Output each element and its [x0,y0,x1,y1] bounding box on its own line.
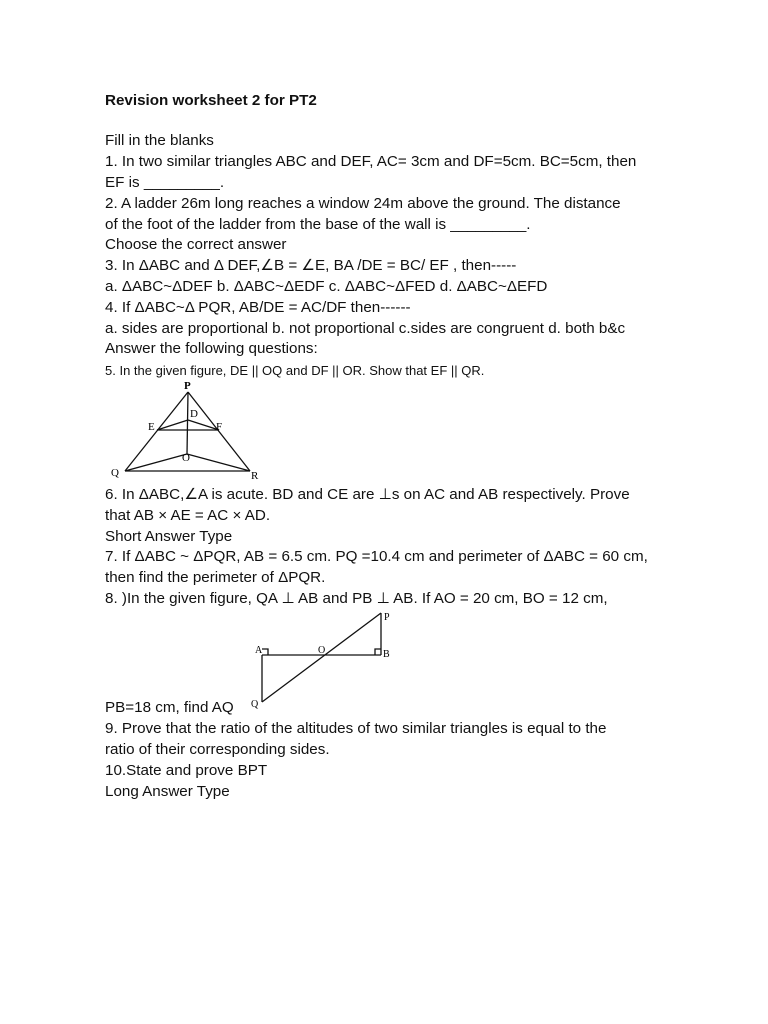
q7-line1: 7. If ΔABC ~ ΔPQR, AB = 6.5 cm. PQ =10.4 cm and perimeter of ΔABC = 60 cm, [105,548,648,565]
section-short-answer: Short Answer Type [105,528,233,545]
q2-line1: 2. A ladder 26m long reaches a window 24m above the ground. The distance [105,195,621,212]
q4-options: a. sides are proportional b. not proportional c.sides are congruent d. both b&c [105,320,626,337]
label-q: Q [111,467,119,479]
label-p: P [184,380,191,392]
q10-text: 10.State and prove BPT [105,762,268,779]
q4-line1: 4. If ΔABC~Δ PQR, AB/DE = AC/DF then------ [105,299,411,316]
q8-line1: 8. )In the given figure, QA ⊥ AB and PB ⊥ AB. If AO = 20 cm, BO = 12 cm, [105,590,608,607]
figure-triangle-pqr [105,378,275,483]
q6-line1: 6. In ΔABC,∠A is acute. BD and CE are ⊥s on AC and AB respectively. Prove [105,486,630,503]
worksheet-title: Revision worksheet 2 for PT2 [105,92,317,109]
section-answer-questions: Answer the following questions: [105,340,318,357]
label-r: R [251,470,259,482]
section-long-answer: Long Answer Type [105,783,230,800]
section-choose-answer: Choose the correct answer [105,236,287,253]
q9-line1: 9. Prove that the ratio of the altitudes of two similar triangles is equal to the [105,720,607,737]
label-e: E [148,421,155,433]
q8-line2: PB=18 cm, find AQ [105,699,234,716]
q9-line2: ratio of their corresponding sides. [105,741,330,758]
q1-line2: EF is _________. [105,174,225,191]
label-b: B [383,649,390,660]
figure-parallel-perpendiculars [245,608,405,713]
label-d: D [190,408,198,420]
label-p: P [384,612,390,623]
label-o: O [318,645,326,656]
q3-line1: 3. In ΔABC and Δ DEF,∠B = ∠E, BA /DE = BC/ EF , then----- [105,257,517,274]
label-q: Q [251,699,259,710]
q7-line2: then find the perimeter of ΔPQR. [105,569,326,586]
q2-line2: of the foot of the ladder from the base of the wall is _________. [105,216,531,233]
label-f: F [216,421,223,433]
label-o: O [182,452,190,464]
q3-options: a. ΔABC~ΔDEF b. ΔABC~ΔEDF c. ΔABC~ΔFED d. ΔABC~ΔEFD [105,278,548,295]
section-fill-blanks: Fill in the blanks [105,132,214,149]
q5-text: 5. In the given figure, DE || OQ and DF || OR. Show that EF || QR. [105,363,485,378]
q1-line1: 1. In two similar triangles ABC and DEF, AC= 3cm and DF=5cm. BC=5cm, then [105,153,637,170]
label-a: A [255,645,263,656]
q6-line2: that AB × AE = AC × AD. [105,507,271,524]
